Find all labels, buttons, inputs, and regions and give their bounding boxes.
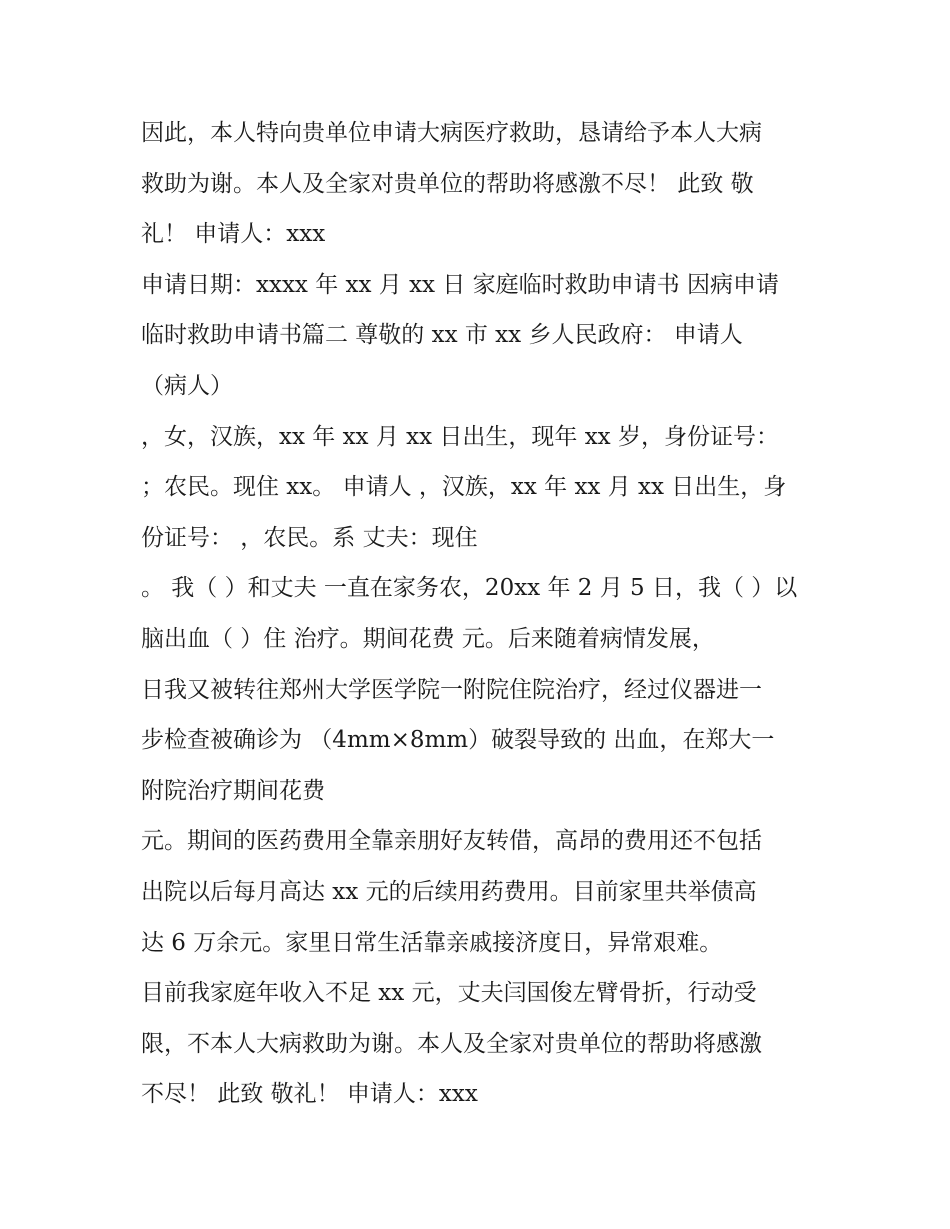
text-line: 。 我（ ）和丈夫 一直在家务农，20xx 年 2 月 5 日，我（ ）以: [141, 575, 798, 602]
text-line: ；农民。现住 xx。 申请人 ，汉族，xx 年 xx 月 xx 日出生，身: [141, 474, 787, 501]
text-line: 日我又被转往郑州大学医学院一附院住院治疗，经过仪器进一: [141, 676, 762, 703]
text-line: （病人）: [141, 372, 233, 399]
text-line: 不尽！ 此致 敬礼！ 申请人：xxx: [141, 1081, 478, 1108]
body-text: [141, 108, 821, 1120]
text-line: 达 6 万余元。家里日常生活靠亲戚接济度日，异常艰难。: [141, 929, 723, 956]
text-line: 元。期间的医药费用全靠亲朋好友转借，高昂的费用还不包括: [141, 828, 762, 855]
text-line: 临时救助申请书篇二 尊敬的 xx 市 xx 乡人民政府： 申请人: [141, 322, 743, 349]
text-line: 因此，本人特向贵单位申请大病医疗救助，恳请给予本人大病: [141, 120, 762, 146]
text-line: 限，不本人大病救助为谢。本人及全家对贵单位的帮助将感激: [141, 1030, 762, 1057]
text-line: 脑出血（ ）住 治疗。期间花费 元。后来随着病情发展，: [141, 625, 715, 652]
text-line: 申请日期：xxxx 年 xx 月 xx 日 家庭临时救助申请书 因病申请: [141, 271, 779, 298]
text-line: 步检查被确诊为 （4mm×8mm）破裂导致的 出血，在郑大一: [141, 727, 775, 754]
text-line: 救助为谢。本人及全家对贵单位的帮助将感激不尽！ 此致 敬: [141, 170, 754, 197]
text-line: ，女，汉族，xx 年 xx 月 xx 日出生，现年 xx 岁，身份证号：: [141, 423, 779, 450]
text-line: 目前我家庭年收入不足 xx 元，丈夫闫国俊左臂骨折，行动受: [141, 980, 757, 1007]
text-line: 礼！ 申请人：xxx: [141, 221, 326, 248]
text-line: 出院以后每月高达 xx 元的后续用药费用。目前家里共举债高: [141, 878, 757, 905]
text-line: 附院治疗期间花费: [141, 777, 325, 804]
text-line: 份证号： ，农民。系 丈夫：现住: [141, 524, 478, 551]
